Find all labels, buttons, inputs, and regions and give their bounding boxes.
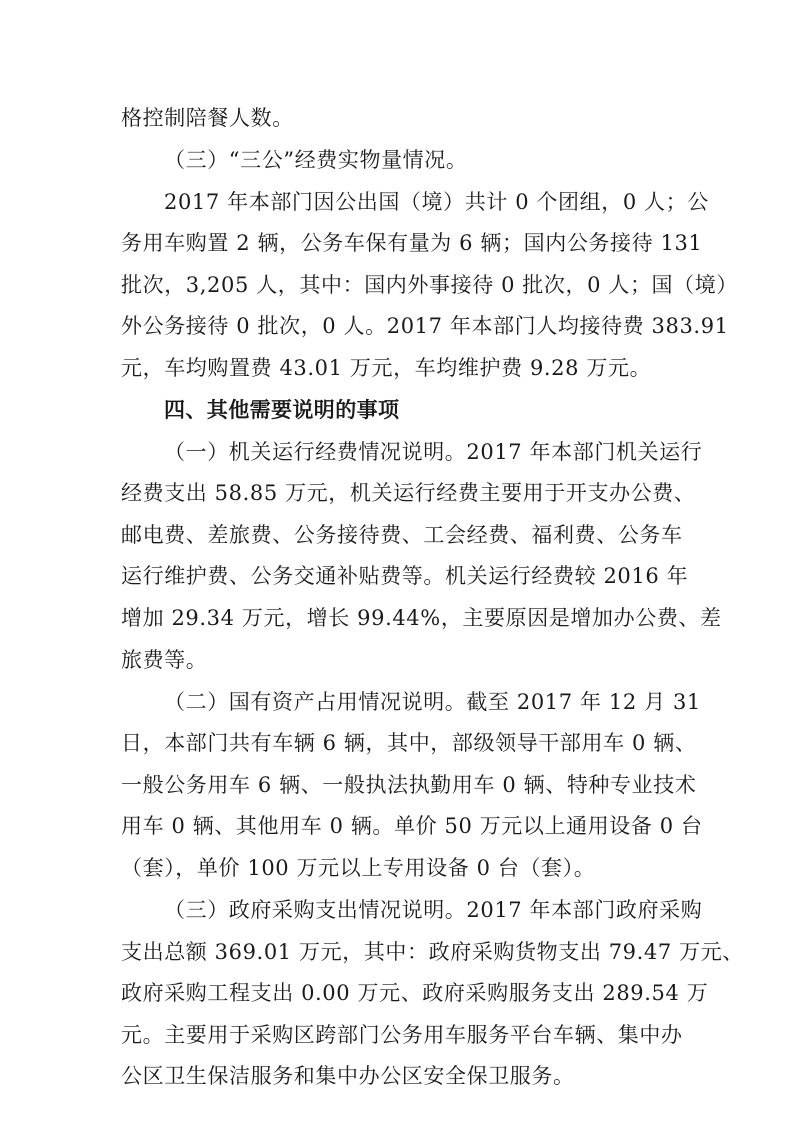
text-line: 用车 0 辆、其他用车 0 辆。单价 50 万元以上通用设备 0 台 xyxy=(121,814,703,838)
text-line: 格控制陪餐人数。 xyxy=(121,106,294,130)
section-heading: 四、其他需要说明的事项 xyxy=(164,398,400,422)
text-line: （一）机关运行经费情况说明。2017 年本部门机关运行 xyxy=(164,440,703,464)
section-subheading: （三）“三公”经费实物量情况。 xyxy=(164,148,468,172)
text-line: 外公务接待 0 批次，0 人。2017 年本部门人均接待费 383.91 xyxy=(121,314,729,338)
text-line: 务用车购置 2 辆，公务车保有量为 6 辆；国内公务接待 131 xyxy=(121,231,703,255)
text-line: 增加 29.34 万元，增长 99.44%，主要原因是增加办公费、差 xyxy=(121,606,722,630)
text-line: （二）国有资产占用情况说明。截至 2017 年 12 月 31 xyxy=(164,690,701,714)
text-line: （套），单价 100 万元以上专用设备 0 台（套）。 xyxy=(121,856,596,880)
text-line: 日，本部门共有车辆 6 辆，其中，部级领导干部用车 0 辆、 xyxy=(121,731,697,755)
text-line: 元，车均购置费 43.01 万元，车均维护费 9.28 万元。 xyxy=(121,356,652,380)
text-line: 2017 年本部门因公出国（境）共计 0 个团组，0 人；公 xyxy=(164,190,709,214)
text-line: 经费支出 58.85 万元，机关运行经费主要用于开支办公费、 xyxy=(121,481,696,505)
text-line: 邮电费、差旅费、公务接待费、工会经费、福利费、公务车 xyxy=(121,523,683,547)
text-line: 公区卫生保洁服务和集中办公区安全保卫服务。 xyxy=(121,1064,575,1088)
text-line: 批次，3,205 人，其中：国内外事接待 0 批次，0 人；国（境） xyxy=(121,273,738,297)
text-line: 元。主要用于采购区跨部门公务用车服务平台车辆、集中办 xyxy=(121,1023,683,1047)
text-line: 一般公务用车 6 辆、一般执法执勤用车 0 辆、特种专业技术 xyxy=(121,773,697,797)
text-line: （三）政府采购支出情况说明。2017 年本部门政府采购 xyxy=(164,898,703,922)
text-line: 政府采购工程支出 0.00 万元、政府采购服务支出 289.54 万 xyxy=(121,981,709,1005)
text-line: 运行维护费、公务交通补贴费等。机关运行经费较 2016 年 xyxy=(121,564,689,588)
text-line: 支出总额 369.01 万元，其中：政府采购货物支出 79.47 万元、 xyxy=(121,940,744,964)
text-line: 旅费等。 xyxy=(121,648,208,672)
